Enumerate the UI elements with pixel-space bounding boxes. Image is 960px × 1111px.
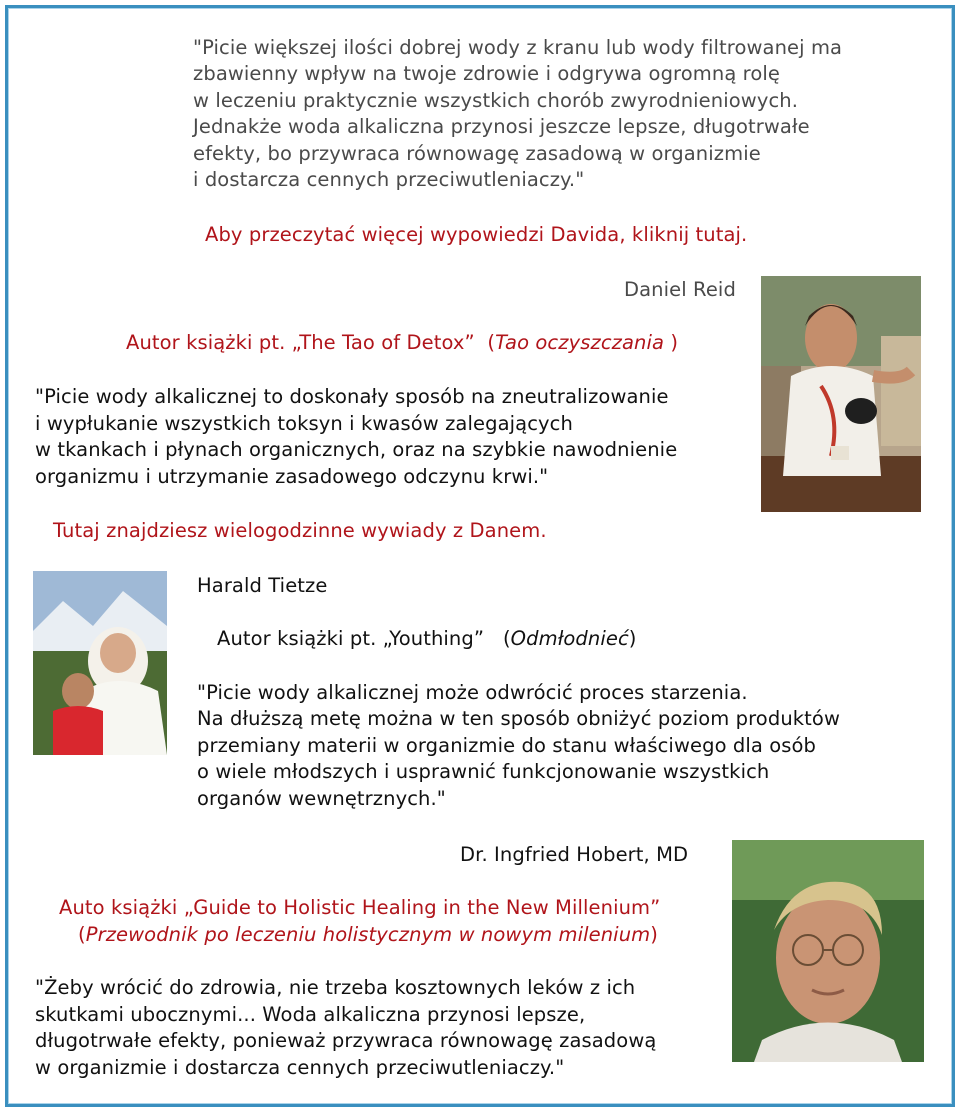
quote-line: "Picie wody alkalicznej może odwrócić proces starzenia. [197, 681, 748, 704]
book-title-prefix: ( [78, 923, 86, 946]
quote-line: "Żeby wrócić do zdrowia, nie trzeba kosztownych leków z ich [35, 976, 636, 999]
quote-line: zbawienny wpływ na twoje zdrowie i odgrywa ogromną rolę [193, 62, 780, 85]
book-title-translation: Odmłodnieć [510, 627, 629, 650]
quote-line: długotrwałe efekty, ponieważ przywraca równowagę zasadową [35, 1029, 657, 1052]
book-title-suffix: ) [650, 923, 658, 946]
harald-book-title [217, 626, 637, 652]
david-more-link[interactable]: Aby przeczytać więcej wypowiedzi Davida, kliknij tutaj. [205, 223, 748, 246]
quote-line: efekty, bo przywraca równowagę zasadową w organizmie [193, 142, 761, 165]
quote-line: i wypłukanie wszystkich toksyn i kwasów zalegających [35, 412, 573, 435]
quote-line: organów wewnętrznych." [197, 787, 446, 810]
quote-line: organizmu i utrzymanie zasadowego odczynu krwi." [35, 465, 549, 488]
book-title-text: Autor książki pt. „The Tao of Detox” ( [126, 331, 496, 354]
quote-line: skutkami ubocznymi... Woda alkaliczna przynosi lepsze, [35, 1003, 586, 1026]
harald-tietze-photo [33, 571, 167, 755]
daniel-reid-photo [761, 276, 921, 512]
book-title-translation: Przewodnik po leczeniu holistycznym w nowym milenium [85, 923, 651, 946]
quote-line: Na dłuższą metę można w ten sposób obniżyć poziom produktów [197, 707, 840, 730]
ingfried-name: Dr. Ingfried Hobert, MD [460, 843, 689, 866]
daniel-name: Daniel Reid [624, 278, 736, 301]
book-title-text: Autor książki pt. „Youthing” ( [217, 627, 511, 650]
quote-line: o wiele młodszych i usprawnić funkcjonowanie wszystkich [197, 760, 770, 783]
quote-line: przemiany materii w organizmie do stanu właściwego dla osób [197, 734, 817, 757]
quote-line: w organizmie i dostarcza cennych przeciwutleniaczy." [35, 1056, 565, 1079]
quote-line: "Picie wody alkalicznej to doskonały sposób na zneutralizowanie [35, 385, 669, 408]
quote-line: i dostarcza cennych przeciwutleniaczy." [193, 168, 585, 191]
daniel-book-title [126, 330, 678, 356]
harald-name: Harald Tietze [197, 574, 328, 597]
quote-line: w leczeniu praktycznie wszystkich chorób zwyrodnieniowych. [193, 89, 799, 112]
book-title-suffix: ) [628, 627, 637, 650]
daniel-interviews-link[interactable]: Tutaj znajdziesz wielogodzinne wywiady z Danem. [53, 519, 547, 542]
book-title-translation: Tao oczyszczania [495, 331, 665, 354]
quote-line: w tkankach i płynach organicznych, oraz na szybkie nawodnienie [35, 438, 678, 461]
book-title-suffix: ) [664, 331, 679, 354]
quote-line: Jednakże woda alkaliczna przynosi jeszcze lepsze, długotrwałe [193, 115, 810, 138]
quote-line: "Picie większej ilości dobrej wody z kranu lub wody filtrowanej ma [193, 36, 843, 59]
ingfried-book-title: Auto książki „Guide to Holistic Healing in the New Millenium” [59, 896, 661, 919]
ingfried-hobert-photo [732, 840, 924, 1062]
ingfried-book-translation [78, 922, 658, 948]
